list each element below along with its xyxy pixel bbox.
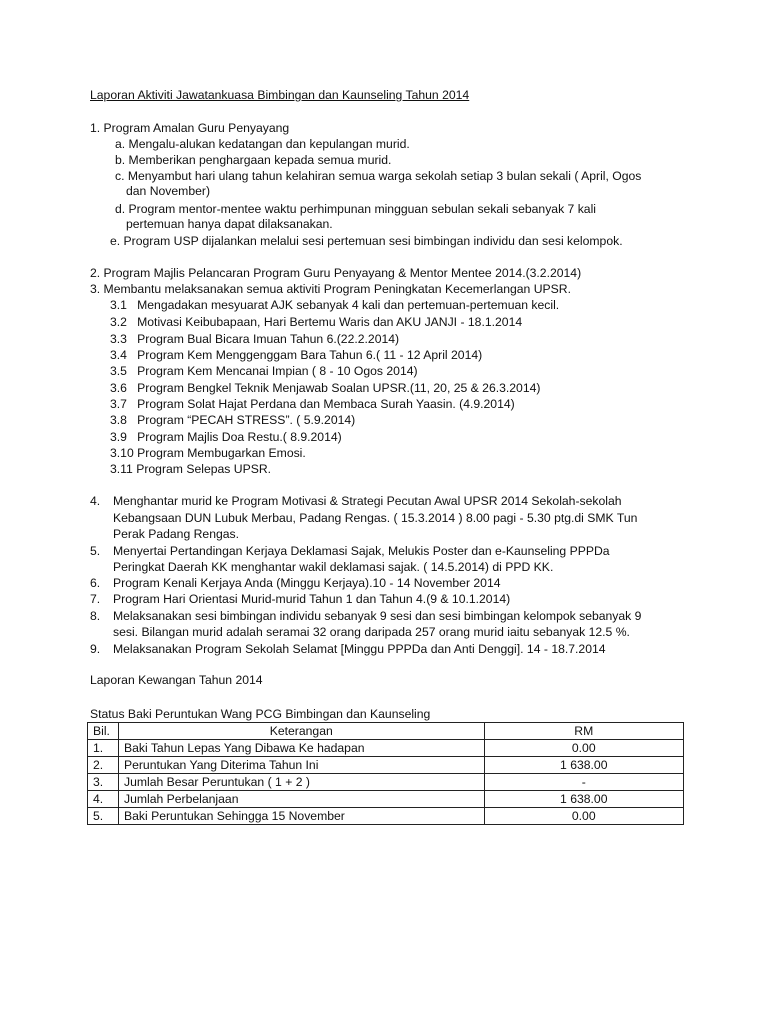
numbered-item-text: Menghantar murid ke Program Motivasi & Strategi Pecutan Awal UPSR 2014 Sekolah-sekolah (113, 494, 622, 508)
numbered-item-number: 7. (90, 592, 101, 606)
table-row (88, 740, 684, 757)
section-3-item: 3.1 Mengadakan mesyuarat AJK sebanyak 4 kali dan pertemuan-pertemuan kecil. (110, 298, 560, 312)
numbered-item-text: Menyertai Pertandingan Kerjaya Deklamasi Sajak, Melukis Poster dan e-Kaunseling PPPDa (113, 544, 610, 558)
table-cell: - (484, 774, 683, 791)
table-cell: Jumlah Besar Peruntukan ( 1 + 2 ) (118, 774, 484, 791)
table-cell: 0.00 (484, 740, 683, 757)
section-3-item: 3.2 Motivasi Keibubapaan, Hari Bertemu Waris dan AKU JANJI - 18.1.2014 (110, 315, 523, 329)
table-cell: 0.00 (484, 808, 683, 825)
table-cell: 1 638.00 (484, 757, 683, 774)
table-caption: Status Baki Peruntukan Wang PCG Bimbingan dan Kaunseling (90, 707, 431, 721)
table-cell: 3. (88, 774, 119, 791)
table-cell: 5. (88, 808, 119, 825)
section-3-item: 3.7 Program Solat Hajat Perdana dan Membaca Surah Yaasin. (4.9.2014) (110, 397, 515, 411)
table-row (88, 774, 684, 791)
numbered-item-text: Program Hari Orientasi Murid-murid Tahun 1 dan Tahun 4.(9 & 10.1.2014) (113, 592, 511, 606)
table-header-row (88, 723, 684, 740)
numbered-item-text: Kebangsaan DUN Lubuk Merbau, Padang Rengas. ( 15.3.2014 ) 8.00 pagi - 5.30 ptg.di SMK Tun (113, 511, 638, 525)
numbered-item-text: Peringkat Daerah KK menghantar wakil deklamasi sajak. ( 14.5.2014) di PPD KK. (113, 560, 554, 574)
table-row (88, 757, 684, 774)
table-cell: 2. (88, 757, 119, 774)
table-header: Bil. (88, 723, 119, 740)
table-header: RM (484, 723, 683, 740)
numbered-item-number: 6. (90, 576, 101, 590)
section-1-item: e. Program USP dijalankan melalui sesi pertemuan sesi bimbingan individu dan sesi kelompok. (110, 234, 623, 248)
numbered-item-text: Melaksanakan sesi bimbingan individu sebanyak 9 sesi dan sesi bimbingan kelompok sebanyak 9 (113, 609, 642, 623)
numbered-item-number: 5. (90, 544, 101, 558)
numbered-item-text: Melaksanakan Program Sekolah Selamat [Minggu PPPDa dan Anti Denggi]. 14 - 18.7.2014 (113, 642, 606, 656)
table-cell: 1 638.00 (484, 791, 683, 808)
table-cell: Peruntukan Yang Diterima Tahun Ini (118, 757, 484, 774)
numbered-item-text: Perak Padang Rengas. (113, 527, 240, 541)
table-cell: 4. (88, 791, 119, 808)
section-1-item-cont: pertemuan hanya dapat dilaksanakan. (126, 217, 333, 231)
section-1-item: b. Memberikan penghargaan kepada semua murid. (115, 153, 392, 167)
section-3-item: 3.4 Program Kem Menggenggam Bara Tahun 6.( 11 - 12 April 2014) (110, 348, 483, 362)
section-1-item: a. Mengalu-alukan kedatangan dan kepulangan murid. (115, 137, 410, 151)
table-cell: Baki Peruntukan Sehingga 15 November (118, 808, 484, 825)
section-3-item: 3.6 Program Bengkel Teknik Menjawab Soalan UPSR.(11, 20, 25 & 26.3.2014) (110, 381, 541, 395)
section-1-item: d. Program mentor-mentee waktu perhimpunan mingguan sebulan sekali sebanyak 7 kali (115, 202, 596, 216)
section-3-item: 3.5 Program Kem Mencanai Impian ( 8 - 10 Ogos 2014) (110, 364, 418, 378)
numbered-item-text: sesi. Bilangan murid adalah seramai 32 orang daripada 257 orang murid iaitu sebanyak 12.5 %. (113, 625, 630, 639)
document-title: Laporan Aktiviti Jawatankuasa Bimbingan dan Kaunseling Tahun 2014 (90, 88, 470, 102)
finance-table (87, 722, 684, 825)
numbered-item-text: Program Kenali Kerjaya Anda (Minggu Kerjaya).10 - 14 November 2014 (113, 576, 501, 590)
numbered-item-number: 9. (90, 642, 101, 656)
table-header: Keterangan (118, 723, 484, 740)
finance-heading: Laporan Kewangan Tahun 2014 (90, 673, 263, 687)
section-3-item: 3.10 Program Membugarkan Emosi. (110, 446, 306, 460)
section-1-item: c. Menyambut hari ulang tahun kelahiran semua warga sekolah setiap 3 bulan sekali ( April, Ogos (115, 169, 642, 183)
section-3-item: 3.3 Program Bual Bicara Imuan Tahun 6.(22.2.2014) (110, 332, 400, 346)
table-cell: Jumlah Perbelanjaan (118, 791, 484, 808)
numbered-item-number: 8. (90, 609, 101, 623)
section-3-heading: 3. Membantu melaksanakan semua aktiviti Program Peningkatan Kecemerlangan UPSR. (90, 282, 571, 296)
section-1-heading: 1. Program Amalan Guru Penyayang (90, 121, 290, 135)
section-3-item: 3.11 Program Selepas UPSR. (110, 462, 272, 476)
numbered-item-number: 4. (90, 494, 101, 508)
section-1-item-cont: dan November) (126, 184, 210, 198)
table-row (88, 808, 684, 825)
section-3-item: 3.8 Program “PECAH STRESS”. ( 5.9.2014) (110, 413, 356, 427)
table-row (88, 791, 684, 808)
table-cell: 1. (88, 740, 119, 757)
section-2: 2. Program Majlis Pelancaran Program Guru Penyayang & Mentor Mentee 2014.(3.2.2014) (90, 266, 582, 280)
table-cell: Baki Tahun Lepas Yang Dibawa Ke hadapan (118, 740, 484, 757)
section-3-item: 3.9 Program Majlis Doa Restu.( 8.9.2014) (110, 430, 342, 444)
